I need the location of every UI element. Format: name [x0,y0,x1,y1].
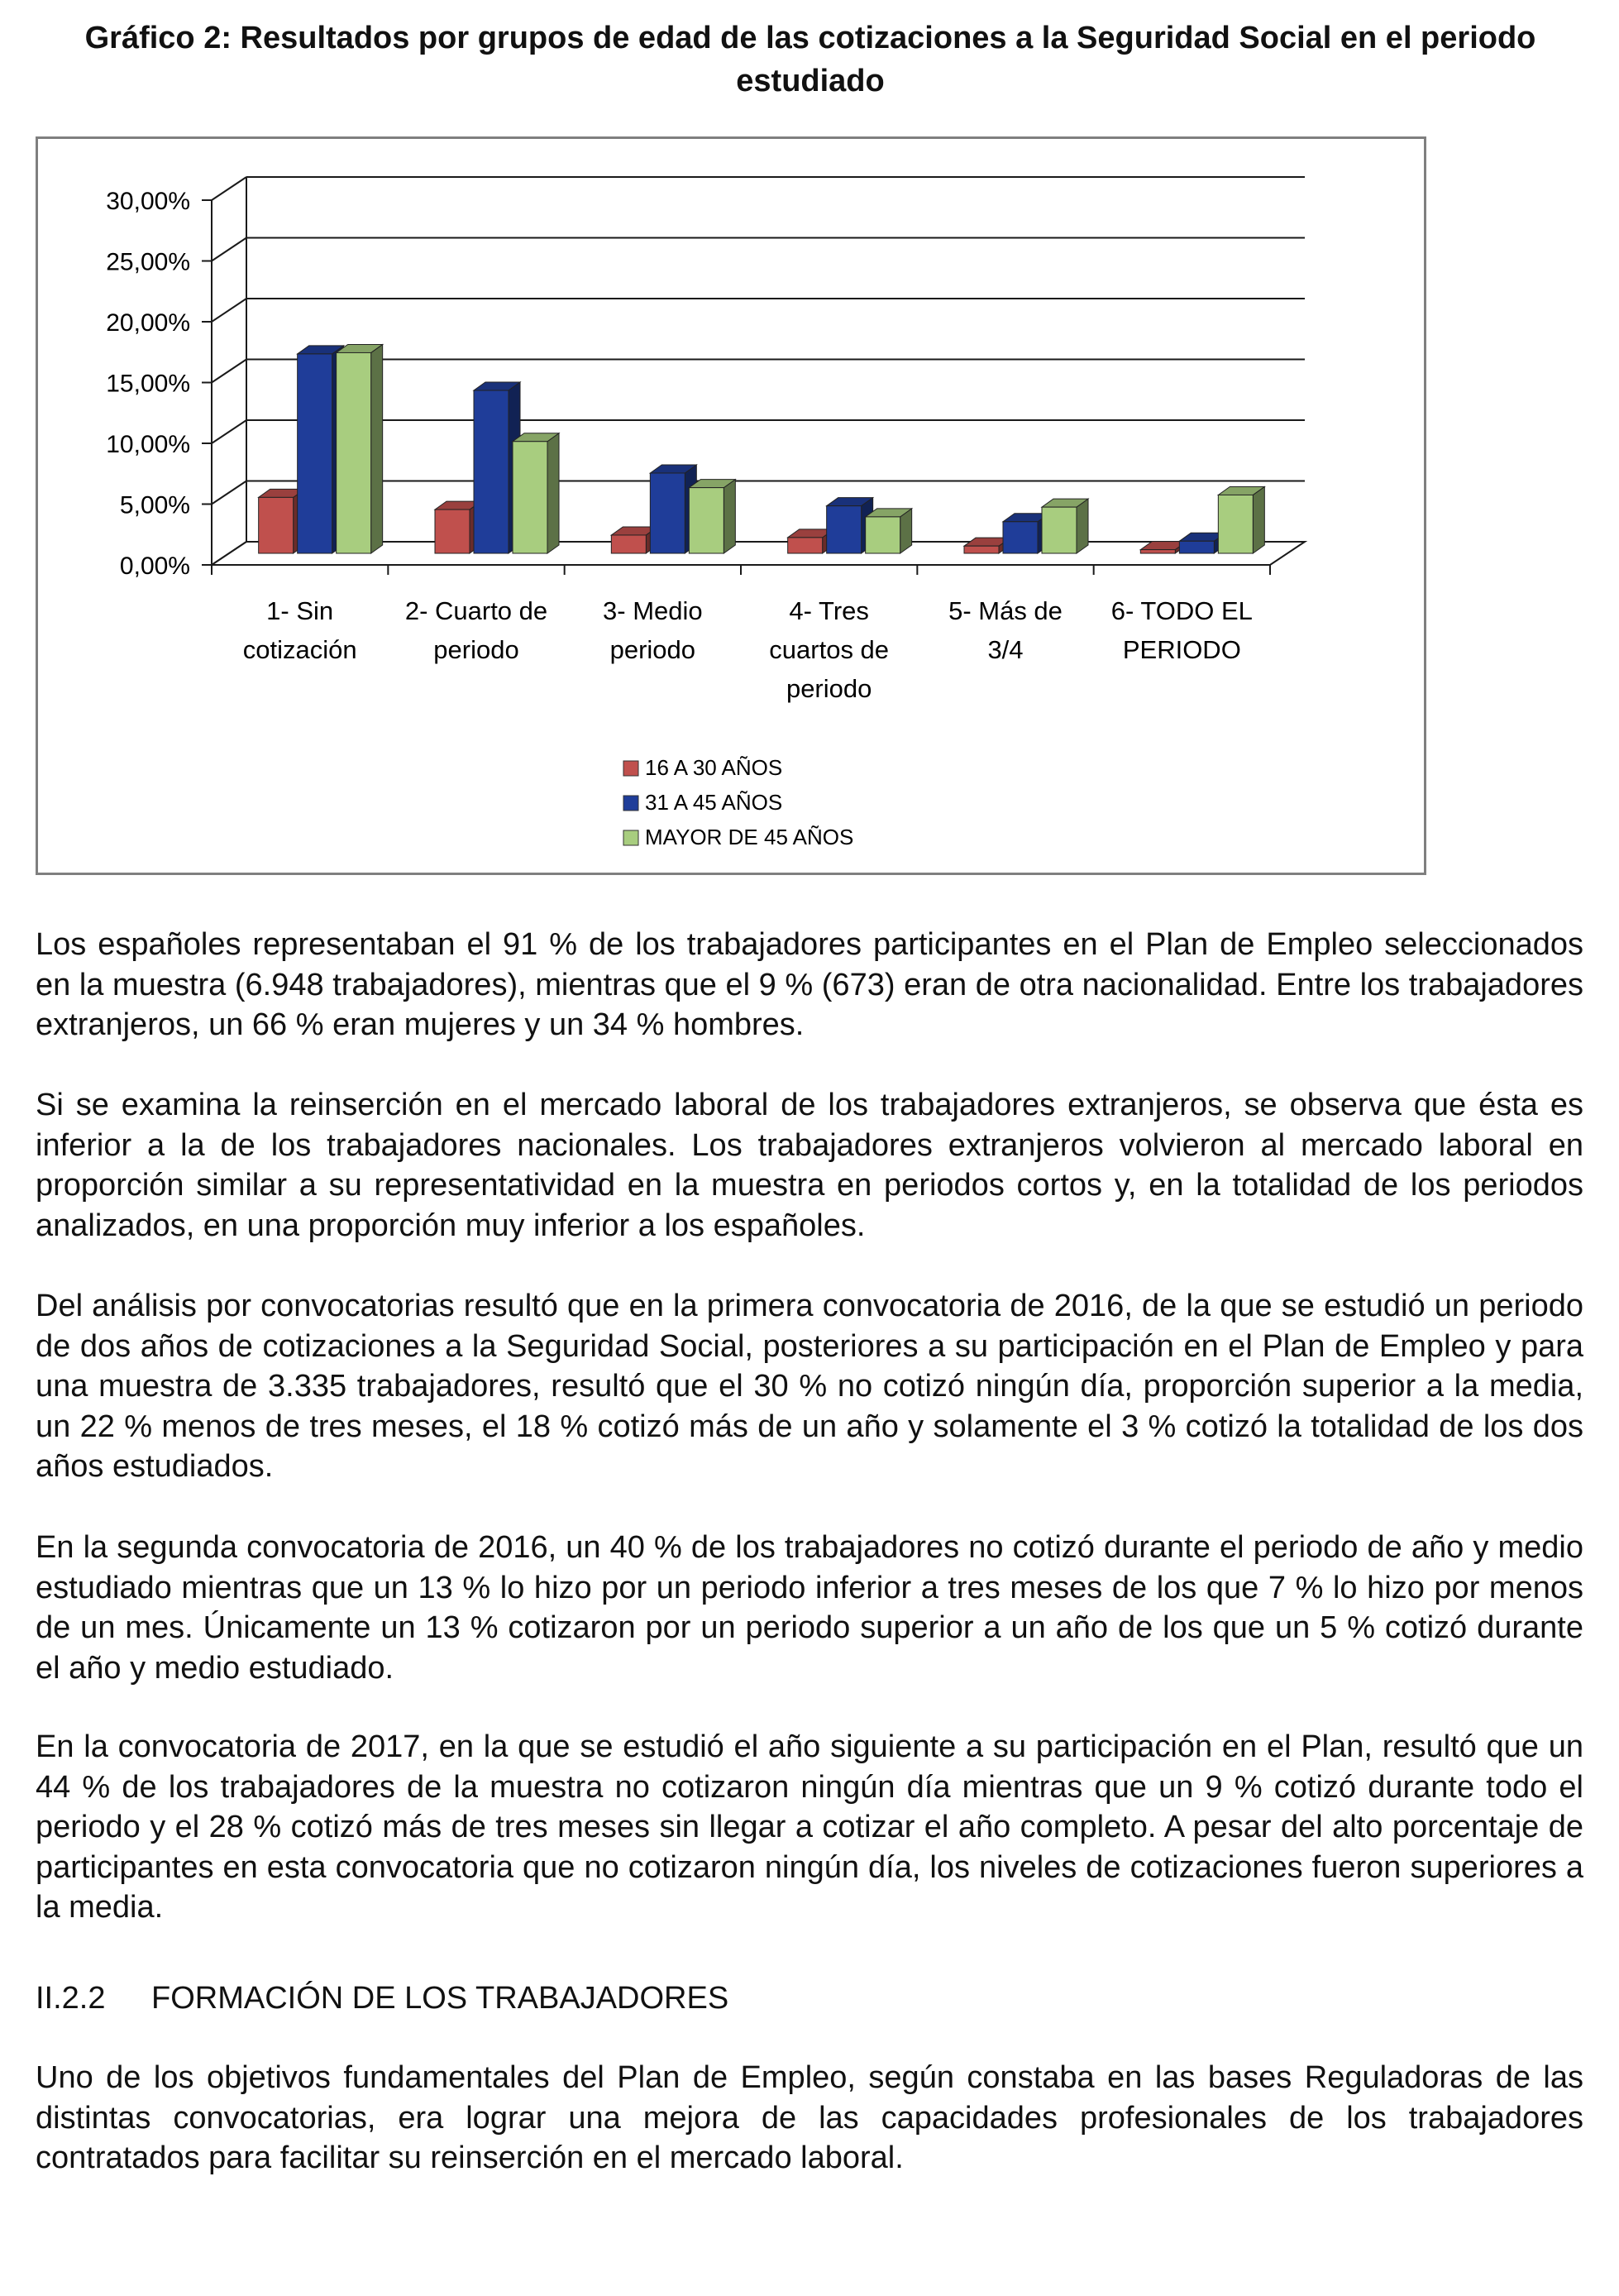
bar [259,497,294,553]
bar [337,352,371,553]
legend-swatch [623,830,638,845]
x-tick-label: periodo [609,635,696,664]
bar [435,509,470,553]
bar [474,390,509,553]
legend-label: 16 A 30 AÑOS [645,755,783,780]
bar-side [1253,486,1264,553]
x-tick-label: 3- Medio [603,596,703,625]
y-tick-label: 5,00% [119,491,190,519]
bar [1218,495,1253,553]
x-tick-label: 5- Más de [948,596,1063,625]
gridline-depth [212,360,246,383]
paragraph-1: Los españoles representaban el 91 % de los trabajadores participantes en el Plan de Empleo seleccionados en la muestra (6.948 trabajadores), mientras que el 9 % (673) eran de otra nacionalidad. Entre los trabajadores extranjeros, un 66 % eran mujeres y un 34 % hombres. [36,927,1583,1042]
y-tick-label: 10,00% [106,431,190,458]
bar [866,517,900,553]
bar [513,442,547,553]
gridline-depth [212,481,246,505]
closing-paragraph: Uno de los objetivos fundamentales del Plan de Empleo, según constaba en las bases Reguladoras de las distintas convocatorias, era lograr una mejora de las capacidades profesionales de los trabajadores contratados para facilitar su reinserción en el mercado laboral. [36,2060,1583,2175]
bar [964,546,999,553]
section-number: II.2.2 [36,1981,106,2016]
bar [650,473,685,553]
bar [298,354,332,553]
y-tick-label: 15,00% [106,370,190,398]
x-tick-label: cuartos de [769,635,890,664]
chart-title: Gráfico 2: Resultados por grupos de edad de las cotizaciones a la Seguridad Social en el periodo estudiado [84,21,1536,98]
x-tick-label: PERIODO [1122,635,1241,664]
bar [1042,507,1077,553]
bar [1140,550,1175,553]
bar [611,535,646,553]
y-tick-label: 30,00% [106,188,190,215]
section-heading [36,1978,728,2018]
x-tick-label: 2- Cuarto de [404,596,548,625]
legend-label: 31 A 45 AÑOS [645,790,783,815]
gridline-depth [212,420,246,443]
y-tick-label: 20,00% [106,309,190,337]
x-tick-label: periodo [786,674,872,703]
bar-chart [38,139,1424,873]
paragraph-5: En la convocatoria de 2017, en la que se estudió el año siguiente a su participación en el Plan, resultó que un 44 % de los trabajadores de la muestra no cotizaron ningún día mientras que un 9 % cotizó durante todo el periodo y el 28 % cotizó más de tres meses sin llegar a cotizar el año completo. A pesar del alto porcentaje de participantes en esta convocatoria que no cotizaron ningún día, los niveles de cotizaciones fueron superiores a la media. [36,1729,1583,1925]
x-tick-label: 6- TODO EL [1110,596,1253,625]
bar-side [371,344,383,553]
bar [1179,541,1214,553]
y-tick-label: 25,00% [106,248,190,276]
bar [689,488,724,553]
paragraph-3: Del análisis por convocatorias resultó que en la primera convocatoria de 2016, de la que se estudió un periodo de dos años de cotizaciones a la Seguridad Social, posteriores a su participación en el Plan de Empleo y para una muestra de 3.335 trabajadores, resultó que el 30 % no cotizó ningún día, proporción superior a la media, un 22 % menos de tres meses, el 18 % cotizó más de un año y solamente el 3 % cotizó la totalidad de los dos años estudiados. [36,1289,1583,1484]
y-tick-label: 0,00% [119,552,190,580]
bar [788,538,823,553]
legend-swatch [623,796,638,811]
x-tick-label: cotización [242,635,357,664]
chart-frame [36,136,1426,875]
bar-side [1077,499,1088,553]
x-tick-label: 1- Sin [266,596,334,625]
x-tick-label: 3/4 [987,635,1024,664]
paragraph-4: En la segunda convocatoria de 2016, un 40 % de los trabajadores no cotizó durante el periodo de año y medio estudiado mientras que un 13 % lo hizo por un periodo inferior a tres meses de los que 7 % lo hizo por menos de un mes. Únicamente un 13 % cotizaron por un periodo superior a un año de los que un 5 % cotizó durante el año y medio estudiado. [36,1530,1583,1686]
bar [827,506,862,553]
paragraph-2: Si se examina la reinserción en el mercado laboral de los trabajadores extranjeros, se observa que ésta es inferior a la de los trabajadores nacionales. Los trabajadores extranjeros volvieron al mercado laboral en proporción similar a su representatividad en la muestra en periodos cortos y, en la totalidad de los periodos analizados, en una proporción muy inferior a los españoles. [36,1088,1583,1243]
bar-side [724,480,735,553]
section-title: FORMACIÓN DE LOS TRABAJADORES [151,1981,729,2016]
legend-label: MAYOR DE 45 AÑOS [645,825,854,849]
x-tick-label: 4- Tres [789,596,869,625]
gridline-depth [212,299,246,322]
gridline-depth [212,177,246,200]
x-tick-label: periodo [433,635,519,664]
legend-swatch [623,761,638,776]
bar [1003,522,1038,553]
bar-side [547,433,559,553]
gridline-depth [212,238,246,261]
